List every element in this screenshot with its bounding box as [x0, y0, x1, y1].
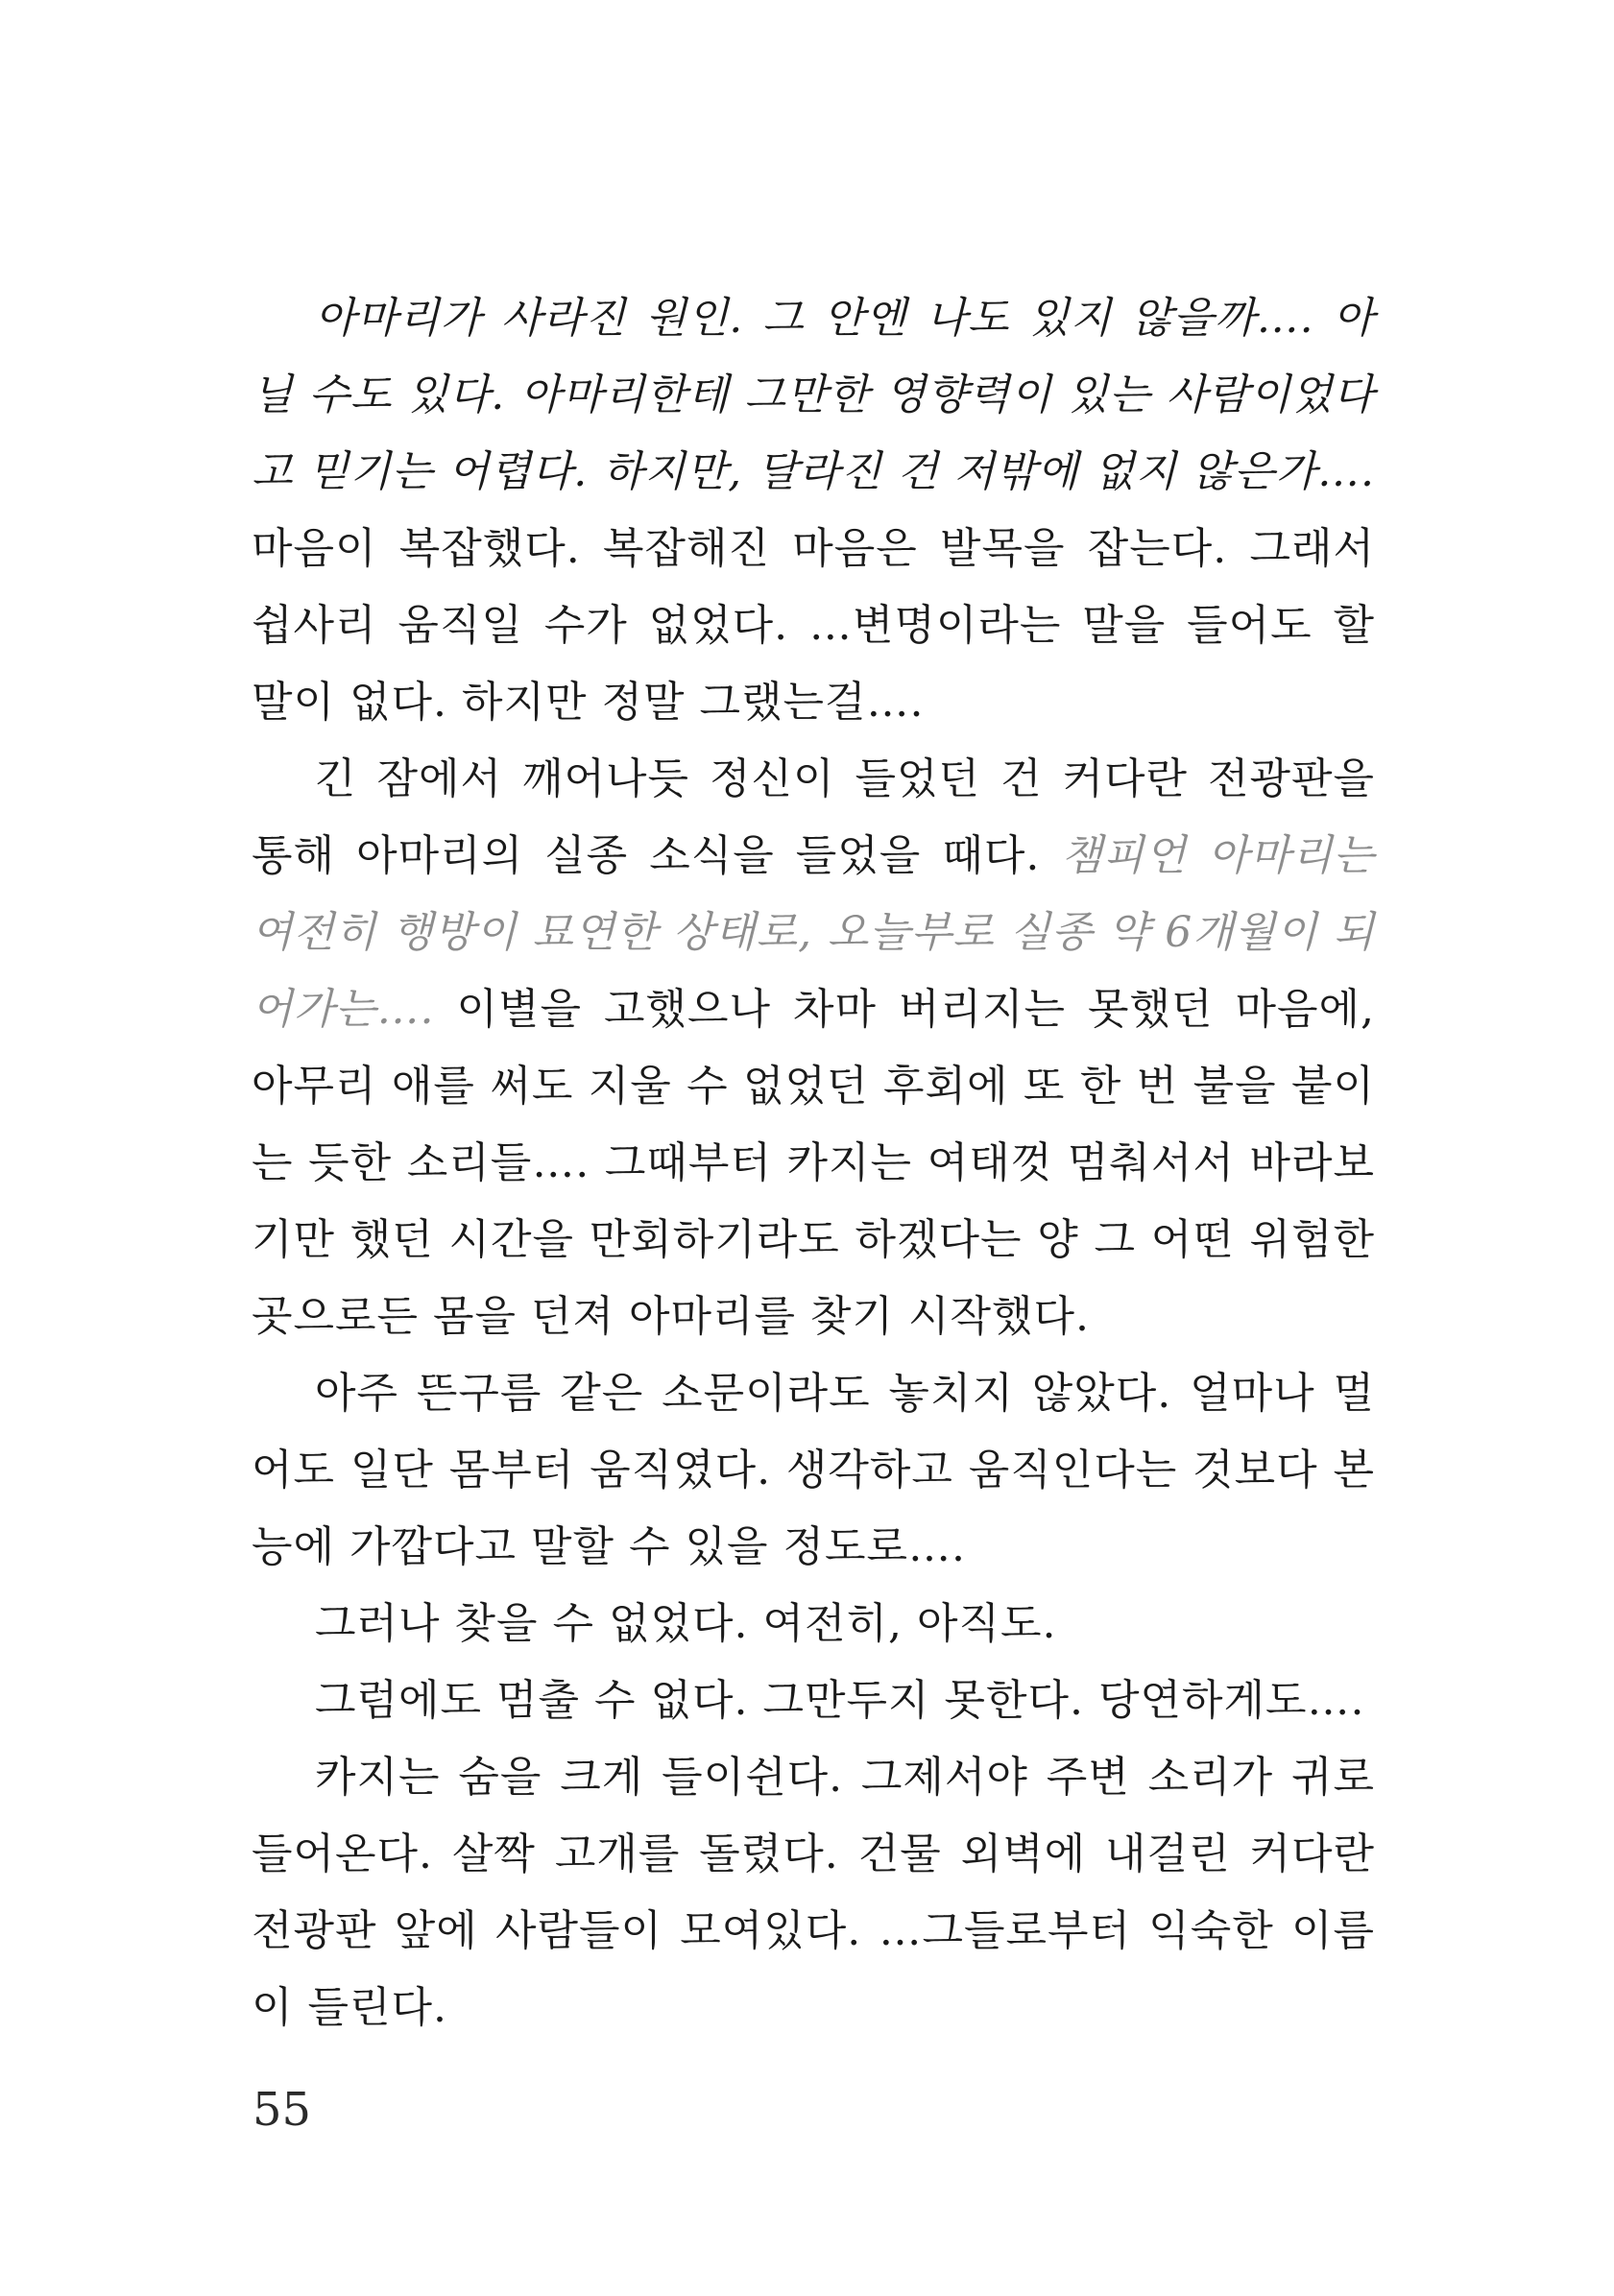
- paragraph: [252, 1355, 1375, 1586]
- inner-monologue-text: 아마리가 사라진 원인. 그 안엔 나도 있지 않을까…. 아닐 수도 있다. 아마리한테 그만한 영향력이 있는 사람이었다고 믿기는 어렵다. 하지만, 달라진 건 저밖에 없지 않은가….: [252, 294, 1375, 496]
- paragraph: [252, 741, 1375, 1355]
- narration-text: 그럼에도 멈출 수 없다. 그만두지 못한다. 당연하게도….: [315, 1676, 1365, 1725]
- narration-text: 이별을 고했으나 차마 버리지는 못했던 마음에, 아무리 애를 써도 지울 수 없었던 후회에 또 한 번 불을 붙이는 듯한 소리들…. 그때부터 카지는 여태껏 멈춰서서 바라보기만 했던 시간을 만회하기라도 하겠다는 양 그 어떤 위험한 곳으로든 몸을 던져 아마리를 찾기 시작했다.: [252, 985, 1376, 1341]
- broadcast-quote-text: 챔피언 아마리는 여전히 행방이 묘연한 상태로, 오늘부로 실종 약 6개월이 되어가는….: [252, 831, 1376, 1034]
- narration-text: 마음이 복잡했다. 복잡해진 마음은 발목을 잡는다. 그래서 쉽사리 움직일 수가 없었다. …변명이라는 말을 들어도 할 말이 없다. 하지만 정말 그랬는걸….: [252, 524, 1375, 727]
- narration-text: 긴 잠에서 깨어나듯 정신이 들었던 건 커다란 전광판을 통해 아마리의 실종 소식을 들었을 때다.: [252, 754, 1375, 880]
- narration-text: 그러나 찾을 수 없었다. 여전히, 아직도.: [315, 1599, 1057, 1648]
- narration-text: 카지는 숨을 크게 들이쉰다. 그제서야 주변 소리가 귀로 들어온다. 살짝 고개를 돌렸다. 건물 외벽에 내걸린 커다란 전광판 앞에 사람들이 모여있다. …그들로부터 익숙한 이름이 들린다.: [252, 1753, 1375, 2032]
- page-body: [252, 280, 1375, 2046]
- paragraph: [252, 1662, 1375, 1739]
- paragraph: [252, 1739, 1375, 2046]
- paragraph: [252, 1586, 1375, 1662]
- paragraph: [252, 280, 1375, 741]
- narration-text: 아주 뜬구름 같은 소문이라도 놓치지 않았다. 얼마나 멀어도 일단 몸부터 움직였다. 생각하고 움직인다는 것보다 본능에 가깝다고 말할 수 있을 정도로….: [252, 1369, 1375, 1571]
- page-number: 55: [253, 2083, 312, 2137]
